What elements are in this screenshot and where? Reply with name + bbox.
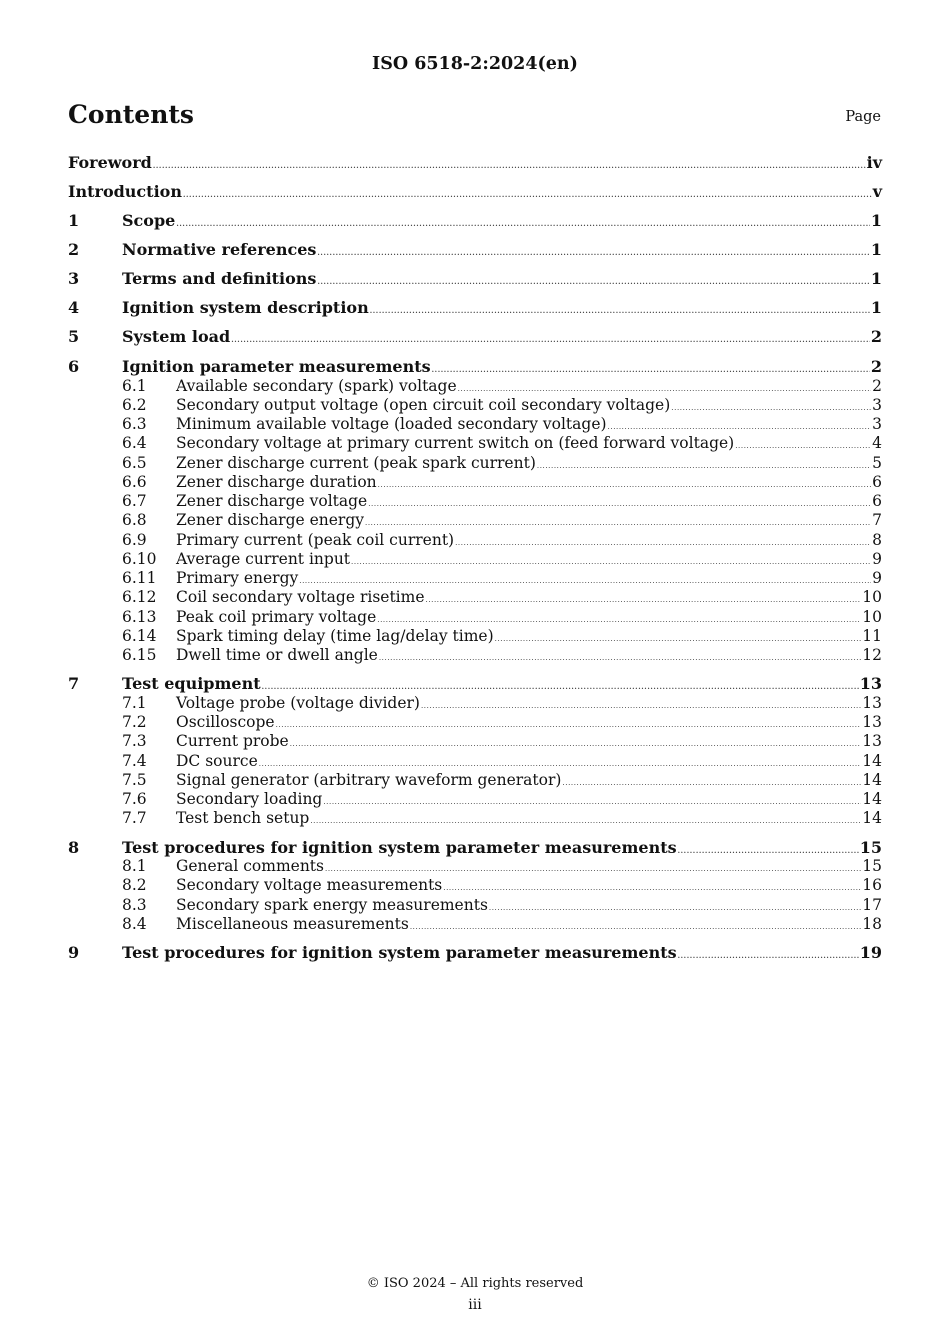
toc-entry-page: 19 bbox=[859, 943, 882, 962]
toc-entry-label: Signal generator (arbitrary waveform generator) bbox=[176, 770, 562, 789]
leader-dots bbox=[183, 190, 872, 199]
toc-entry-number: 8.2 bbox=[122, 876, 147, 895]
toc-entry-number: 7.4 bbox=[122, 751, 147, 770]
toc-entry-page: 13 bbox=[862, 713, 882, 731]
toc-entry-page: 2 bbox=[870, 357, 882, 376]
page-column-label: Page bbox=[845, 109, 881, 125]
toc-entry-label: Test procedures for ignition system parameter measurements bbox=[122, 943, 677, 962]
toc-entry-label: Foreword bbox=[68, 153, 152, 172]
leader-dots bbox=[608, 423, 872, 431]
toc-entry-page: 14 bbox=[862, 751, 882, 770]
toc-entry-number: 8.1 bbox=[122, 857, 147, 875]
leader-dots bbox=[495, 635, 862, 643]
toc-subsection-7-6[interactable] bbox=[68, 790, 882, 809]
toc-entry-label: Dwell time or dwell angle bbox=[176, 646, 378, 664]
copyright-notice: © ISO 2024 – All rights reserved bbox=[366, 1276, 584, 1291]
toc-section-3[interactable] bbox=[68, 269, 882, 298]
toc-section-1[interactable] bbox=[68, 211, 882, 240]
toc-entry-number: 7.6 bbox=[122, 790, 147, 808]
toc-entry-number: 7 bbox=[68, 674, 80, 694]
leader-dots bbox=[351, 558, 871, 566]
toc-entry-number: 5 bbox=[68, 327, 80, 346]
toc-entry-page: 18 bbox=[862, 914, 882, 933]
toc-entry-page: 3 bbox=[872, 395, 882, 414]
toc-entry-page: v bbox=[872, 182, 882, 201]
toc-entry-number: 1 bbox=[68, 211, 80, 230]
toc-entry-label: Available secondary (spark) voltage bbox=[176, 376, 457, 395]
toc-subsection-6-12[interactable] bbox=[68, 588, 882, 607]
toc-entry-number: 6.4 bbox=[122, 434, 147, 453]
toc-entry-page: 9 bbox=[872, 569, 882, 587]
toc-entry-label: Ignition parameter measurements bbox=[122, 357, 431, 376]
toc-entry-label: Ignition system description bbox=[122, 298, 369, 317]
toc-entry-label: Secondary voltage measurements bbox=[176, 876, 443, 895]
leader-dots bbox=[176, 219, 870, 228]
toc-entry-page: 1 bbox=[870, 240, 882, 259]
toc-entry-label: Spark timing delay (time lag/delay time) bbox=[176, 626, 494, 645]
toc-entry-introduction[interactable] bbox=[68, 182, 882, 211]
toc-section-8[interactable] bbox=[68, 838, 882, 858]
leader-dots bbox=[455, 539, 871, 547]
toc-subsection-6-15[interactable] bbox=[68, 646, 882, 665]
document-id: ISO 6518-2:2024(en) bbox=[372, 54, 578, 74]
toc-section-7[interactable] bbox=[68, 674, 882, 694]
toc-entry-number: 6.7 bbox=[122, 492, 147, 510]
toc-entry-number: 6.5 bbox=[122, 453, 147, 472]
toc-entry-number: 6 bbox=[68, 357, 80, 376]
toc-entry-label: Average current input bbox=[176, 549, 351, 568]
leader-dots bbox=[735, 442, 871, 450]
toc-entry-label: Voltage probe (voltage divider) bbox=[176, 693, 420, 712]
toc-entry-label: Secondary spark energy measurements bbox=[176, 895, 488, 914]
toc-entry-label: Secondary voltage at primary current switch on (feed forward voltage) bbox=[176, 434, 735, 453]
toc-entry-label: Secondary output voltage (open circuit coil secondary voltage) bbox=[176, 395, 671, 414]
leader-dots bbox=[678, 846, 859, 855]
leader-dots bbox=[426, 596, 862, 604]
toc-entry-page: 14 bbox=[862, 809, 882, 828]
leader-dots bbox=[262, 682, 859, 691]
toc-subsection-8-2[interactable] bbox=[68, 876, 882, 895]
toc-entry-number: 7.1 bbox=[122, 693, 147, 712]
leader-dots bbox=[153, 161, 866, 170]
toc-entry-page: 13 bbox=[862, 693, 882, 712]
toc-entry-page: 2 bbox=[872, 376, 882, 395]
leader-dots bbox=[458, 385, 871, 393]
leader-dots bbox=[317, 277, 869, 286]
toc-subsection-7-7[interactable] bbox=[68, 809, 882, 828]
toc-subsection-7-5[interactable] bbox=[68, 771, 882, 790]
toc-subsection-7-4[interactable] bbox=[68, 752, 882, 771]
leader-dots bbox=[378, 481, 871, 489]
toc-entry-number: 7.7 bbox=[122, 809, 147, 828]
toc-entry-page: 1 bbox=[870, 298, 882, 317]
toc-section-group-7 bbox=[68, 674, 882, 828]
toc-entry-label: Peak coil primary voltage bbox=[176, 607, 377, 626]
toc-entry-page: 3 bbox=[872, 415, 882, 433]
toc-entry-label: Zener discharge voltage bbox=[176, 492, 368, 510]
toc-entry-page: 13 bbox=[862, 732, 882, 751]
leader-dots bbox=[276, 721, 862, 729]
toc-section-group-8 bbox=[68, 838, 882, 935]
toc-entry-page: 14 bbox=[862, 790, 882, 808]
toc-subsection-6-13[interactable] bbox=[68, 608, 882, 627]
toc-entry-page: 2 bbox=[870, 327, 882, 346]
toc-entry-label: Secondary loading bbox=[176, 790, 323, 808]
toc-entry-label: Zener discharge energy bbox=[176, 511, 365, 530]
toc-entry-label: Current probe bbox=[176, 732, 289, 751]
toc-section-5[interactable] bbox=[68, 327, 882, 356]
toc-entry-number: 6.12 bbox=[122, 588, 157, 607]
toc-entry-label: Primary energy bbox=[176, 569, 299, 587]
toc-sections bbox=[68, 211, 882, 972]
toc-subsection-8-4[interactable] bbox=[68, 915, 882, 934]
toc-entry-page: 15 bbox=[862, 857, 882, 875]
toc-entry-page: 10 bbox=[862, 607, 882, 626]
leader-dots bbox=[310, 817, 861, 825]
toc-entry-page: 5 bbox=[872, 453, 882, 472]
toc-subsection-6-7[interactable] bbox=[68, 492, 882, 511]
leader-dots bbox=[410, 923, 861, 931]
toc-entry-page: 1 bbox=[870, 269, 882, 288]
toc-subsection-8-1[interactable] bbox=[68, 857, 882, 876]
toc-entry-label: Primary current (peak coil current) bbox=[176, 530, 455, 549]
toc-subsection-6-2[interactable] bbox=[68, 396, 882, 415]
leader-dots bbox=[489, 904, 861, 912]
page-number: iii bbox=[468, 1297, 482, 1313]
toc-entry-page: 6 bbox=[872, 492, 882, 510]
toc-entry-page: 9 bbox=[872, 549, 882, 568]
toc-subsection-7-2[interactable] bbox=[68, 713, 882, 732]
toc-entry-number: 3 bbox=[68, 269, 80, 288]
table-of-contents bbox=[68, 153, 882, 972]
toc-entry-page: 7 bbox=[872, 511, 882, 530]
toc-subsection-7-3[interactable] bbox=[68, 732, 882, 751]
toc-entry-number: 6.13 bbox=[122, 607, 157, 626]
toc-subsection-8-3[interactable] bbox=[68, 896, 882, 915]
leader-dots bbox=[290, 740, 862, 748]
toc-subsection-6-6[interactable] bbox=[68, 473, 882, 492]
toc-entry-label: Test bench setup bbox=[176, 809, 310, 828]
toc-entry-page: 10 bbox=[862, 588, 882, 607]
leader-dots bbox=[299, 577, 871, 585]
leader-dots bbox=[323, 798, 861, 806]
toc-entry-page: 12 bbox=[862, 646, 882, 664]
leader-dots bbox=[259, 760, 862, 768]
toc-entry-page: 14 bbox=[862, 770, 882, 789]
toc-entry-page: 6 bbox=[872, 472, 882, 491]
toc-section-group-6 bbox=[68, 357, 882, 665]
toc-entry-page: iv bbox=[866, 153, 882, 172]
toc-entry-number: 6.9 bbox=[122, 530, 147, 549]
toc-entry-number: 9 bbox=[68, 943, 80, 962]
toc-section-4[interactable] bbox=[68, 298, 882, 327]
leader-dots bbox=[671, 404, 871, 412]
toc-entry-number: 7.2 bbox=[122, 713, 147, 731]
toc-entry-number: 6.11 bbox=[122, 569, 157, 587]
leader-dots bbox=[365, 519, 871, 527]
toc-entry-number: 8.4 bbox=[122, 914, 147, 933]
toc-entry-label: Test procedures for ignition system parameter measurements bbox=[122, 837, 677, 857]
toc-entry-label: Scope bbox=[122, 211, 176, 230]
toc-entry-page: 16 bbox=[862, 876, 882, 895]
leader-dots bbox=[379, 654, 861, 662]
toc-subsection-6-5[interactable] bbox=[68, 454, 882, 473]
toc-entry-number: 8.3 bbox=[122, 895, 147, 914]
toc-entry-number: 7.3 bbox=[122, 732, 147, 751]
toc-entry-label: Coil secondary voltage risetime bbox=[176, 588, 425, 607]
toc-subsection-6-14[interactable] bbox=[68, 627, 882, 646]
toc-entry-label: Test equipment bbox=[122, 674, 261, 694]
toc-subsection-6-9[interactable] bbox=[68, 531, 882, 550]
toc-entry-number: 8 bbox=[68, 837, 80, 857]
leader-dots bbox=[421, 702, 861, 710]
toc-entry-label: Zener discharge current (peak spark current) bbox=[176, 453, 536, 472]
toc-entry-page: 4 bbox=[872, 434, 882, 453]
leader-dots bbox=[377, 616, 861, 624]
leader-dots bbox=[231, 335, 870, 344]
toc-entry-page: 1 bbox=[870, 211, 882, 230]
toc-entry-page: 13 bbox=[859, 674, 882, 694]
toc-entry-label: Terms and definitions bbox=[122, 269, 317, 288]
toc-entry-label: Normative references bbox=[122, 240, 317, 259]
toc-entry-number: 6.2 bbox=[122, 395, 147, 414]
toc-entry-number: 7.5 bbox=[122, 770, 147, 789]
toc-entry-label: Minimum available voltage (loaded secondary voltage) bbox=[176, 415, 607, 433]
toc-entry-label: DC source bbox=[176, 751, 258, 770]
toc-entry-label: Oscilloscope bbox=[176, 713, 275, 731]
toc-entry-label: Miscellaneous measurements bbox=[176, 914, 409, 933]
toc-entry-page: 15 bbox=[859, 837, 882, 857]
toc-entry-label: General comments bbox=[176, 857, 324, 875]
toc-entry-number: 6.15 bbox=[122, 646, 157, 664]
leader-dots bbox=[537, 462, 871, 470]
toc-entry-number: 6.14 bbox=[122, 626, 157, 645]
leader-dots bbox=[317, 248, 869, 257]
toc-section-6[interactable] bbox=[68, 357, 882, 377]
toc-section-2[interactable] bbox=[68, 240, 882, 269]
toc-entry-number: 6.1 bbox=[122, 376, 147, 395]
toc-subsection-6-3[interactable] bbox=[68, 415, 882, 434]
toc-entry-number: 6.8 bbox=[122, 511, 147, 530]
leader-dots bbox=[368, 500, 871, 508]
toc-subsection-6-8[interactable] bbox=[68, 511, 882, 530]
toc-subsection-6-4[interactable] bbox=[68, 434, 882, 453]
leader-dots bbox=[562, 779, 861, 787]
toc-entry-label: Introduction bbox=[68, 182, 182, 201]
leader-dots bbox=[370, 306, 870, 315]
toc-entry-number: 6.3 bbox=[122, 415, 147, 433]
toc-entry-number: 6.10 bbox=[122, 549, 157, 568]
leader-dots bbox=[443, 884, 861, 892]
leader-dots bbox=[432, 365, 870, 374]
toc-subsection-7-1[interactable] bbox=[68, 694, 882, 713]
toc-entry-number: 6.6 bbox=[122, 472, 147, 491]
toc-section-9[interactable] bbox=[68, 943, 882, 972]
toc-subsection-6-1[interactable] bbox=[68, 377, 882, 396]
toc-subsection-6-10[interactable] bbox=[68, 550, 882, 569]
toc-entry-number: 2 bbox=[68, 240, 80, 259]
toc-entry-number: 4 bbox=[68, 298, 80, 317]
leader-dots bbox=[325, 865, 861, 873]
toc-entry-label: Zener discharge duration bbox=[176, 472, 377, 491]
toc-entry-foreword[interactable] bbox=[68, 153, 882, 182]
toc-entry-page: 17 bbox=[862, 895, 882, 914]
toc-subsection-6-11[interactable] bbox=[68, 569, 882, 588]
toc-entry-page: 11 bbox=[862, 626, 882, 645]
contents-title: Contents bbox=[68, 100, 195, 129]
toc-entry-label: System load bbox=[122, 327, 231, 346]
toc-entry-page: 8 bbox=[872, 530, 882, 549]
leader-dots bbox=[678, 951, 859, 960]
